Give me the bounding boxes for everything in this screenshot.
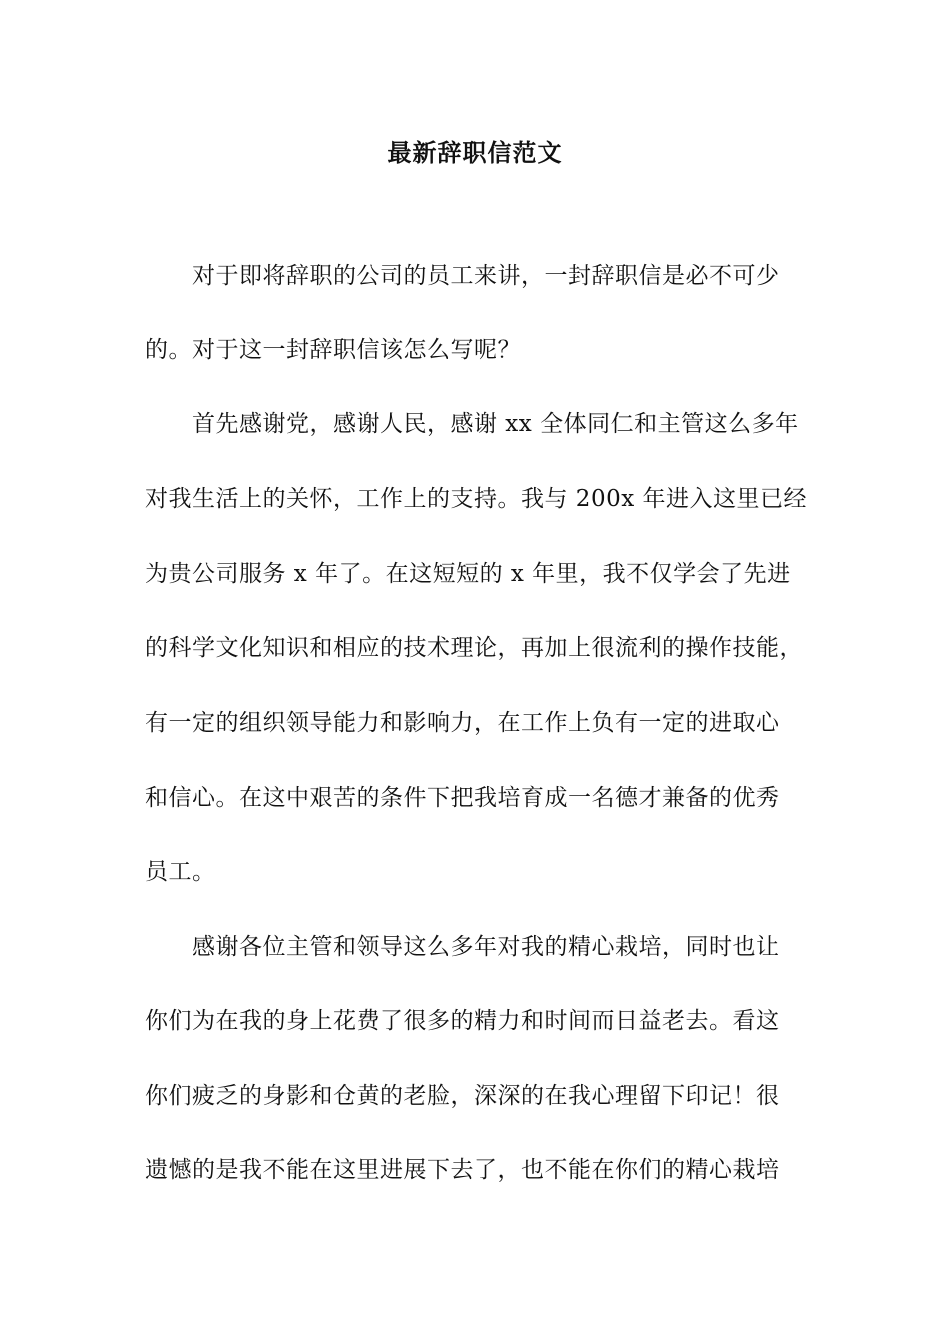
body-line: 遗憾的是我不能在这里进展下去了，也不能在你们的精心栽培: [145, 1157, 780, 1183]
body-line: 为贵公司服务 x 年了。在这短短的 x 年里，我不仅学会了先进: [145, 561, 791, 587]
body-line: 的科学文化知识和相应的技术理论，再加上很流利的操作技能，: [145, 635, 803, 661]
body-line: 有一定的组织领导能力和影响力，在工作上负有一定的进取心: [145, 710, 780, 736]
document-title: 最新辞职信范文: [387, 138, 563, 167]
body-line: 对我生活上的关怀，工作上的支持。我与 200x 年进入这里已经: [145, 486, 807, 512]
body-line: 的。对于这一封辞职信该怎么写呢？: [145, 337, 521, 363]
body-line: 对于即将辞职的公司的员工来讲，一封辞职信是必不可少: [145, 263, 780, 289]
body-line: 首先感谢党，感谢人民，感谢 xx 全体同仁和主管这么多年: [145, 411, 799, 437]
body-line: 和信心。在这中艰苦的条件下把我培育成一名德才兼备的优秀: [145, 785, 780, 811]
body-line: 感谢各位主管和领导这么多年对我的精心栽培，同时也让: [145, 934, 780, 960]
body-line: 你们疲乏的身影和仓黄的老脸，深深的在我心理留下印记！很: [145, 1083, 780, 1109]
body-line: 员工。: [145, 859, 216, 885]
body-line: 你们为在我的身上花费了很多的精力和时间而日益老去。看这: [145, 1008, 780, 1034]
